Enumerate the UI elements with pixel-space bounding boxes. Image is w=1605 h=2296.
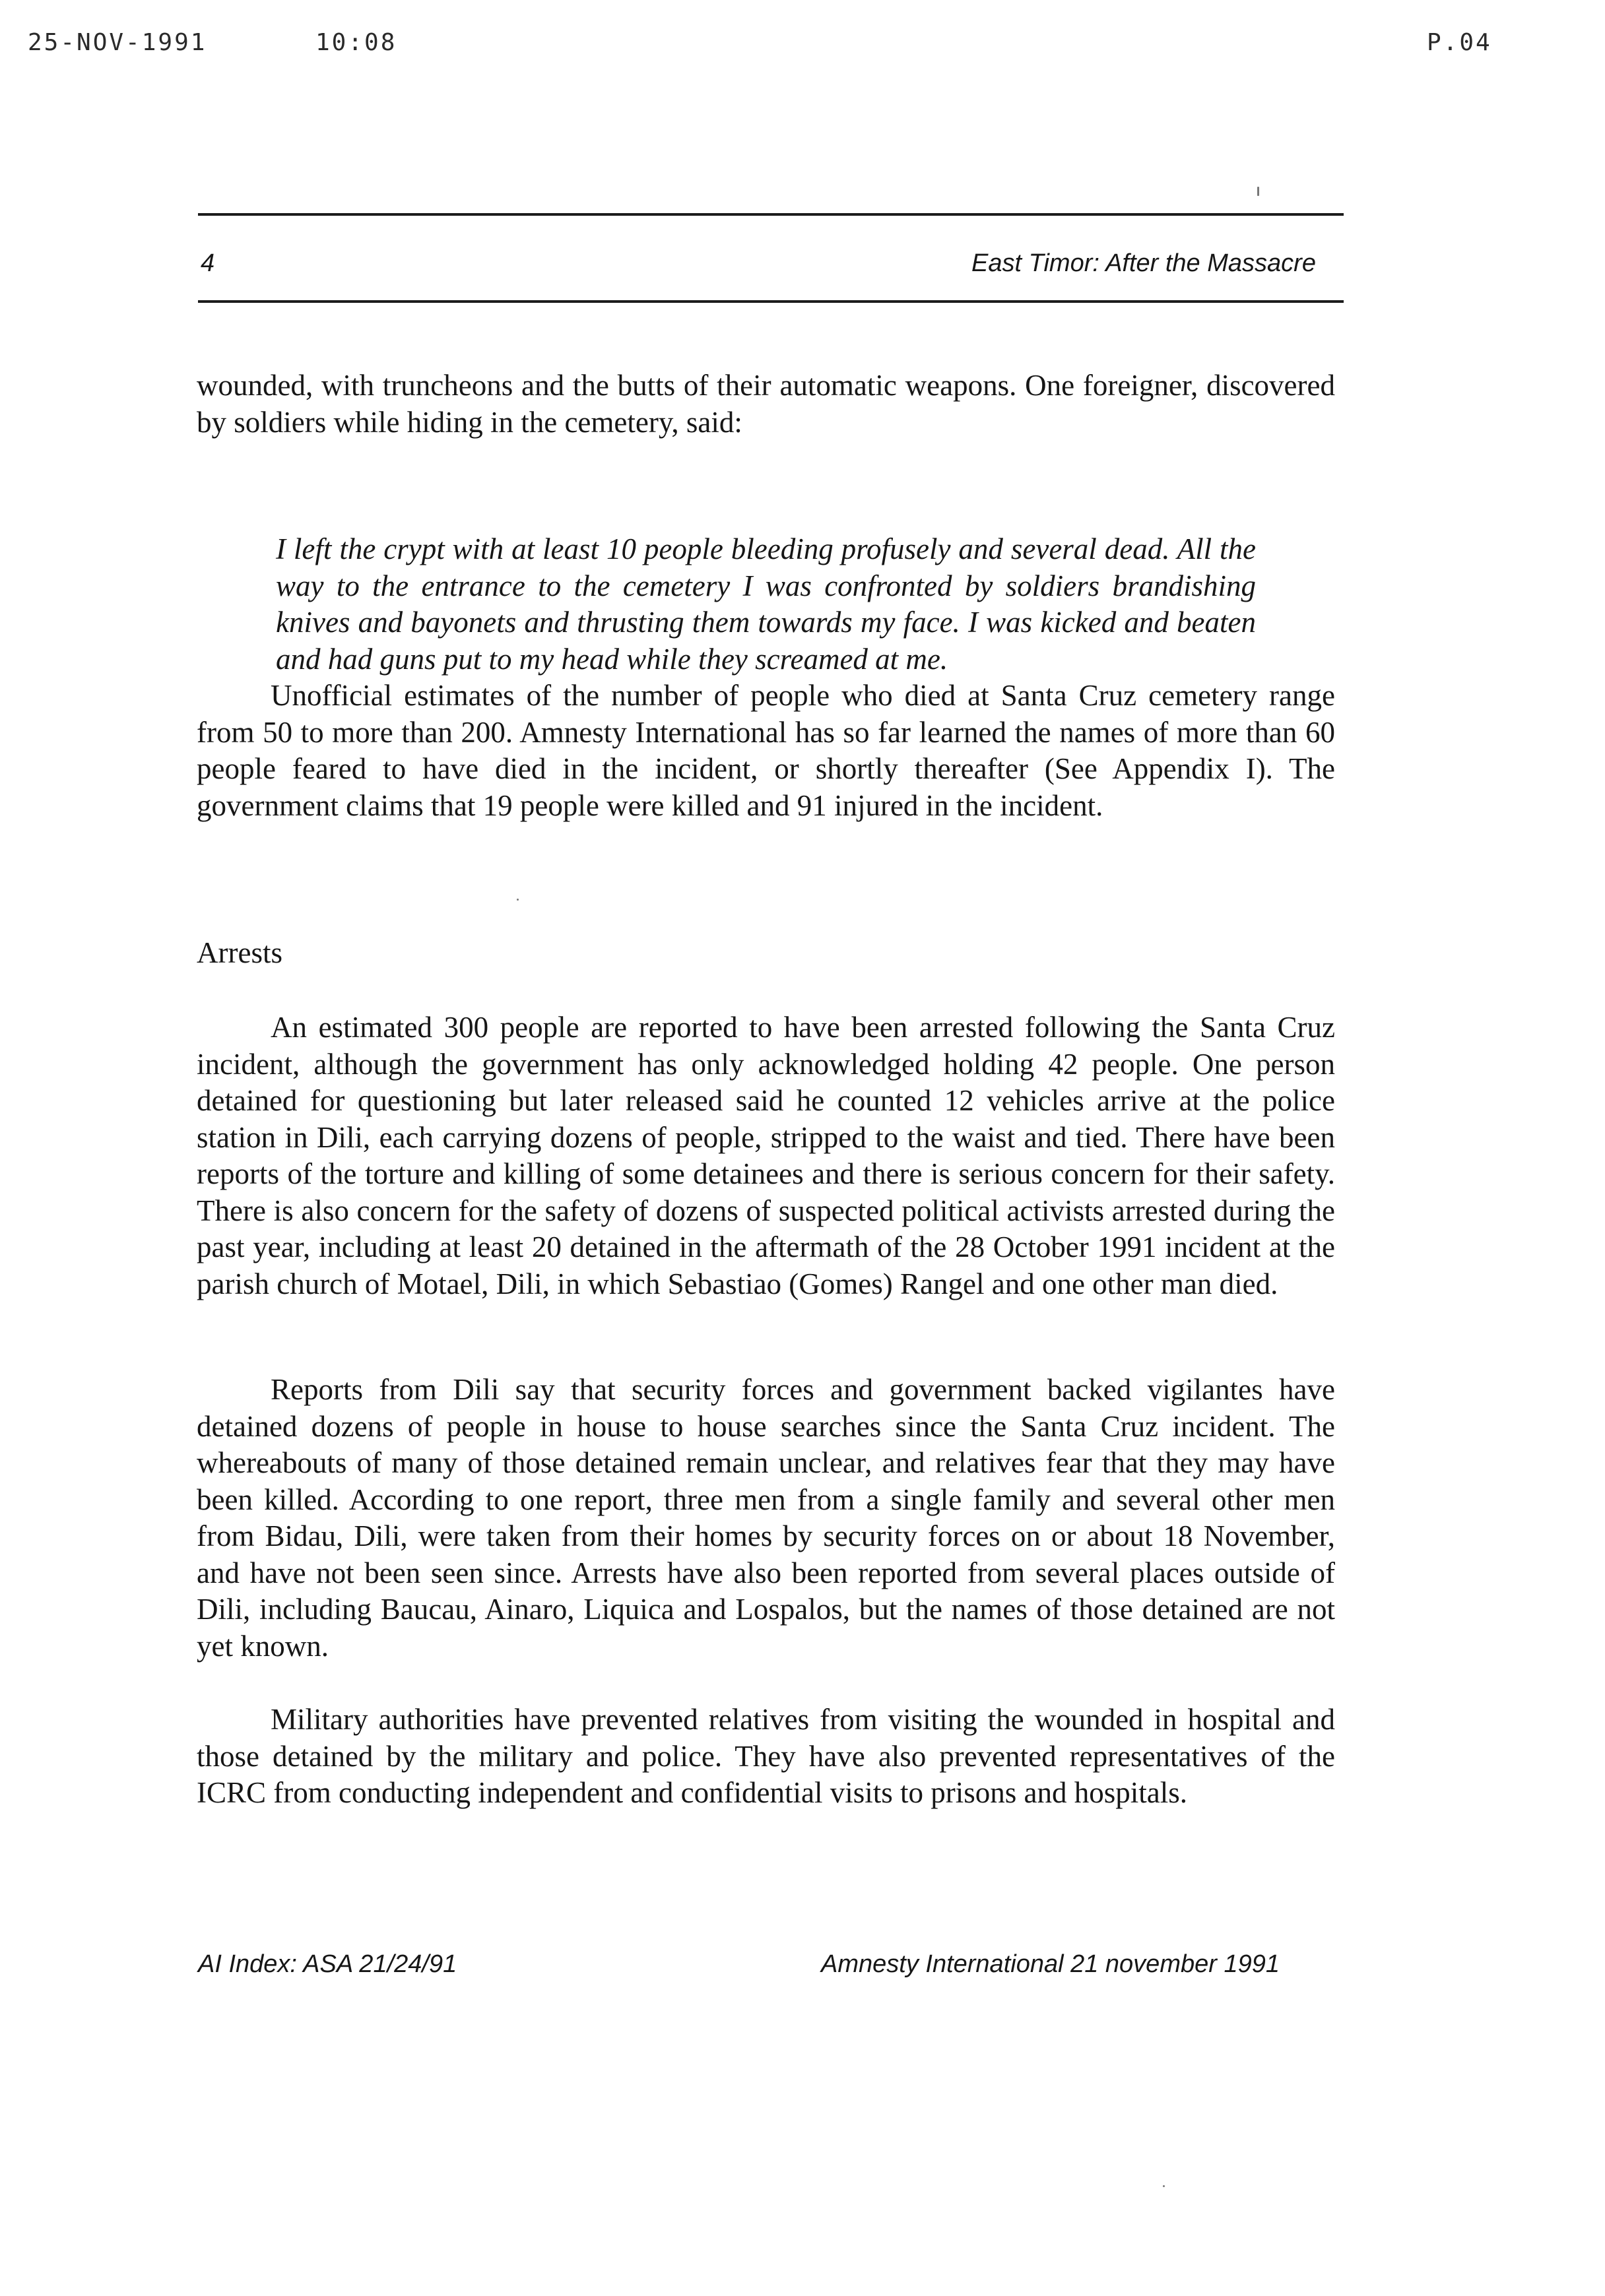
running-title: East Timor: After the Massacre bbox=[971, 249, 1316, 277]
paragraph-estimates: Unofficial estimates of the number of people who died at Santa Cruz cemetery range from 50 to more than 200. Amnesty International has so far learned the names of more than 60 people feared to have died in the incident, or shortly thereafter (See Appendix I). The government claims that 19 people were killed and 91 injured in the incident. bbox=[197, 679, 1335, 822]
header-rule-top bbox=[198, 213, 1344, 216]
paragraph-continuation: wounded, with truncheons and the butts of their automatic weapons. One foreigner, discovered by soldiers while hiding in the cemetery, said: bbox=[197, 369, 1335, 439]
scan-speck bbox=[1257, 187, 1259, 196]
paragraph-dili-reports: Reports from Dili say that security forces and government backed vigilantes have detained dozens of people in house to house searches since the Santa Cruz incident. The whereabouts of many of those detained remain unclear, and relatives fear that they may have been killed. According to one report, three men from a single family and several other men from Bidau, Dili, were taken from their homes by security forces on or about 18 November, and have not been seen since. Arrests have also been reported from several places outside of Dili, including Baucau, Ainaro, Liquica and Lospalos, but the names of those detained are not yet known. bbox=[197, 1373, 1335, 1663]
fax-page-number: P.04 bbox=[1427, 29, 1492, 56]
paragraph-military-authorities: Military authorities have prevented relatives from visiting the wounded in hospital and those detained by the military and police. They have also prevented representatives of the ICRC from conducting independent and confidential visits to prisons and hospitals. bbox=[197, 1703, 1335, 1809]
block-quote: I left the crypt with at least 10 people bleeding profusely and several dead. All the way to the entrance to the cemetery I was confronted by soldiers brandishing knives and bayonets and thrusting them towards my face. I was kicked and beaten and had guns put to my head while they screamed at me. bbox=[276, 532, 1256, 676]
fax-time: 10:08 bbox=[315, 29, 397, 56]
fax-date: 25-NOV-1991 bbox=[28, 29, 207, 56]
page-number: 4 bbox=[201, 249, 215, 277]
paragraph-arrests: An estimated 300 people are reported to have been arrested following the Santa Cruz incident, although the government has only acknowledged holding 42 people. One person detained for questioning but later released said he counted 12 vehicles arrive at the police station in Dili, each carrying dozens of people, stripped to the waist and tied. There have been reports of the torture and killing of some detainees and there is serious concern for their safety. There is also concern for the safety of dozens of suspected political activists arrested during the past year, including at least 20 detained in the aftermath of the 28 October 1991 incident at the parish church of Motael, Dili, in which Sebastiao (Gomes) Rangel and one other man died. bbox=[197, 1011, 1335, 1300]
scan-speck bbox=[1163, 2185, 1165, 2187]
section-heading-arrests: Arrests bbox=[197, 936, 282, 969]
footer-source: Amnesty International 21 november 1991 bbox=[821, 1950, 1280, 1978]
footer-index: AI Index: ASA 21/24/91 bbox=[198, 1950, 457, 1978]
scan-speck bbox=[517, 899, 519, 901]
header-rule-bottom bbox=[198, 300, 1344, 303]
